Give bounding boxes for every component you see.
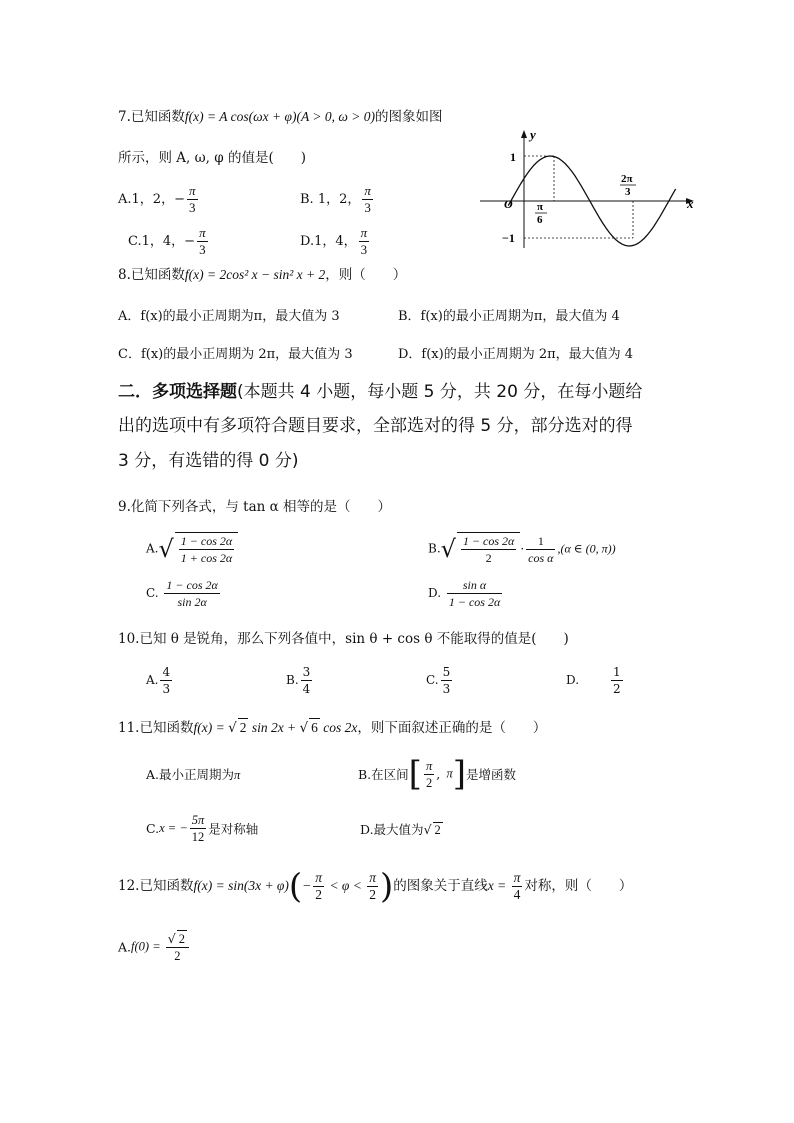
- q8-stem: [118, 266, 406, 284]
- q12-line-x: x =: [487, 878, 510, 893]
- q9-b-sqrt: [457, 532, 520, 566]
- q11-c-den: 12: [191, 830, 205, 844]
- q7-option-a[interactable]: [118, 183, 200, 216]
- q10-option-a[interactable]: [146, 664, 174, 697]
- q10-a-num: 4: [162, 665, 171, 679]
- q9-c-num: 1 − cos 2α: [166, 578, 218, 592]
- q9-option-b[interactable]: [428, 532, 616, 566]
- q7-number: 7.: [118, 109, 131, 125]
- x-tick-pi6-num: π: [537, 201, 544, 213]
- q10-a-label: A.: [146, 673, 159, 687]
- section2-rest: (本题共 4 小题，每小题 5 分，共 20 分，在每小题给: [237, 382, 643, 402]
- q7-option-a-label: A.1，2，: [118, 192, 175, 207]
- q11-c-post: 是对称轴: [208, 821, 259, 837]
- q11-b-pre: B.在区间: [358, 767, 409, 782]
- q11-a-pi: π: [234, 768, 241, 782]
- q9-a-radical: √: [158, 535, 174, 563]
- q10-a-den: 3: [162, 682, 171, 696]
- q11-formula-tail: cos 2x: [319, 720, 358, 735]
- q7-a-neg: −: [174, 192, 185, 207]
- q11-b-den: 2: [425, 775, 433, 790]
- q10-c-frac: [441, 664, 453, 697]
- q11-a-text: A.最小正周期为: [146, 767, 235, 782]
- q9-b-radical: √: [440, 535, 456, 563]
- q7-c-frac: [197, 225, 208, 258]
- q11-d-sqrt: 2: [434, 823, 441, 837]
- q9-b-den2: cos α: [528, 550, 554, 565]
- q11-formula-mid: sin 2x +: [248, 720, 300, 735]
- section2-line2: 出的选项中有多项符合题目要求，全部选对的得 5 分，部分选对的得: [118, 416, 633, 436]
- q7-pre: 已知函数: [130, 109, 185, 125]
- q12-pre: 12.已知函数: [118, 878, 194, 894]
- q12-frac-1: [313, 870, 324, 903]
- q12-a-num: 2: [178, 932, 185, 946]
- q10-d-num: 1: [613, 665, 621, 679]
- q10-a-frac: [160, 664, 172, 697]
- q11-post: ，则下面叙述正确的是（ ）: [357, 720, 547, 736]
- q7-option-c-label: C.1，4，: [128, 234, 185, 249]
- q12-post2: 对称，则（ ）: [524, 878, 633, 894]
- q11-formula-a: f(x) =: [193, 720, 229, 735]
- q11-option-a[interactable]: [146, 765, 240, 783]
- x-tick-pi6-den: 6: [537, 214, 543, 226]
- x-tick-2pi3-den: 3: [625, 186, 631, 198]
- q9-option-a[interactable]: [146, 532, 238, 566]
- q10-b-frac: [301, 664, 313, 697]
- y-axis-label: y: [530, 127, 536, 142]
- q11-sqrt6: 6: [311, 720, 318, 735]
- q9-b-dot: ·: [520, 542, 525, 556]
- q10-b-num: 3: [302, 665, 311, 679]
- q7-b-frac: [362, 183, 373, 216]
- q12-lt: < φ <: [326, 878, 366, 893]
- q11-d-text: D.最大值为: [360, 822, 424, 837]
- section2-line1: [118, 374, 642, 410]
- y-tick-1: 1: [510, 150, 516, 164]
- q11-c-frac: [190, 812, 207, 845]
- q9-a-num: 1 − cos 2α: [180, 534, 233, 548]
- q9-b-frac1: [461, 533, 516, 566]
- q9-b-cond: ,(α ∈ (0, π)): [557, 541, 616, 556]
- q12-f3-num: π: [513, 870, 521, 885]
- q7-b-den: 3: [364, 200, 371, 215]
- q12-f2-den: 2: [369, 887, 377, 902]
- q12-frac-3: [512, 870, 523, 903]
- x-axis-label: x: [687, 196, 694, 211]
- q12-neg: −: [302, 878, 312, 893]
- q9-b-den: 2: [485, 551, 492, 565]
- q7-a-den: 3: [188, 200, 196, 215]
- q9-c-label: C.: [146, 586, 159, 600]
- q11-b-frac: [424, 758, 434, 791]
- q11-stem: [118, 718, 546, 737]
- q12-rparen: ): [380, 866, 394, 907]
- q10-option-b[interactable]: [286, 664, 314, 697]
- q7-formula: f(x) = A cos(ωx + φ)(A > 0, ω > 0): [184, 109, 375, 124]
- q10-d-den: 2: [613, 682, 621, 696]
- q7-d-den: 3: [360, 242, 368, 257]
- q8-post: ，则（ ）: [325, 267, 407, 283]
- q8-formula: f(x) = 2cos² x − sin² x + 2: [184, 267, 326, 282]
- q7-option-d[interactable]: [300, 225, 371, 258]
- q7-cosine-graph: [478, 126, 700, 250]
- q9-a-sqrt: [175, 532, 238, 566]
- q10-b-den: 4: [302, 682, 311, 696]
- q12-a-den: 2: [174, 949, 181, 963]
- q7-c-neg: −: [184, 234, 196, 249]
- q11-radical-2: √: [228, 720, 237, 736]
- q9-a-den: 1 + cos 2α: [180, 551, 233, 565]
- q10-d-frac: [611, 664, 623, 697]
- q12-lparen: (: [288, 866, 303, 907]
- q7-c-num: π: [199, 225, 206, 240]
- q10-b-label: B.: [286, 673, 299, 687]
- q11-radical-6: √: [299, 720, 309, 736]
- q9-b-label: B.: [428, 541, 441, 556]
- q9-a-frac: [179, 533, 234, 566]
- q8-number: 8.: [118, 267, 131, 283]
- q11-option-d[interactable]: [360, 820, 443, 838]
- q7-a-frac: [187, 183, 198, 216]
- q10-c-label: C.: [426, 673, 439, 687]
- q12-a-frac: [166, 930, 189, 964]
- q7-option-b-label: B. 1，2，: [300, 192, 361, 207]
- origin-label: O: [504, 197, 513, 211]
- q11-b-pi: π: [446, 766, 453, 781]
- q12-option-a[interactable]: [118, 930, 191, 964]
- q9-d-den: 1 − cos 2α: [448, 595, 501, 609]
- q11-c-num: 5π: [191, 813, 205, 827]
- q9-d-frac: [447, 577, 502, 610]
- q11-b-post: 是增函数: [465, 767, 516, 782]
- q12-f1-den: 2: [315, 887, 323, 902]
- y-tick-neg1: −1: [502, 231, 515, 245]
- q8-option-a[interactable]: A．f(x)的最小正周期为π，最大值为 3: [118, 309, 340, 324]
- q7-stem: [118, 108, 442, 126]
- q12-formula: f(x) = sin(3x + φ): [193, 878, 289, 893]
- y-axis-arrow: [521, 130, 527, 138]
- q8-option-b[interactable]: B．f(x)的最小正周期为π，最大值为 4: [398, 309, 620, 324]
- q7-option-b[interactable]: [300, 183, 375, 216]
- q10-c-num: 5: [442, 665, 451, 679]
- q11-pre: 11.已知函数: [118, 720, 194, 736]
- q11-b-rbracket: ]: [452, 754, 466, 794]
- q10-c-den: 3: [442, 682, 451, 696]
- q10-stem: 10.已知 θ 是锐角，那么下列各值中，sin θ + cos θ 不能取得的值是( ): [118, 631, 569, 647]
- q9-d-label: D.: [428, 586, 442, 600]
- q9-a-label: A.: [146, 541, 159, 556]
- q12-a-radical: √: [167, 931, 176, 946]
- q12-a-label: A.: [118, 939, 132, 955]
- q8-option-c[interactable]: C．f(x)的最小正周期为 2π，最大值为 3: [118, 347, 353, 362]
- q8-pre: 已知函数: [130, 267, 185, 283]
- q10-option-d[interactable]: [566, 664, 625, 697]
- q10-option-c[interactable]: [426, 664, 454, 697]
- q10-d-label: D.: [566, 673, 580, 687]
- q11-c-x: x = −: [159, 821, 188, 835]
- q7-c-den: 3: [199, 242, 206, 257]
- q9-option-c[interactable]: [146, 577, 222, 610]
- q12-f2-num: π: [369, 870, 377, 885]
- q12-stem: [118, 866, 632, 906]
- q12-f3-den: 4: [513, 887, 521, 902]
- q11-sqrt2: 2: [239, 720, 247, 735]
- q7-d-num: π: [360, 225, 368, 240]
- q7-post: 的图象如图: [374, 109, 443, 125]
- q9-c-den: sin 2α: [177, 595, 207, 609]
- q9-c-frac: [164, 577, 219, 610]
- q9-b-frac2: [526, 533, 555, 566]
- q7-a-num: π: [188, 183, 196, 198]
- q11-b-num: π: [425, 758, 433, 773]
- q7-option-d-label: D.1，4，: [300, 234, 357, 249]
- q11-b-lbracket: [: [408, 754, 422, 794]
- q9-option-d[interactable]: [428, 577, 504, 610]
- q7-b-num: π: [364, 183, 371, 198]
- section2-title: 二．多项选择题: [118, 382, 237, 402]
- q7-stem-line2: 所示，则 A, ω, φ 的值是( ): [118, 150, 306, 166]
- q12-post1: 的图象关于直线: [393, 878, 488, 894]
- q9-stem: 9.化简下列各式，与 tan α 相等的是（ ）: [118, 499, 392, 515]
- section2-line3: 3 分，有选错的得 0 分): [118, 451, 299, 471]
- q11-option-c[interactable]: [146, 812, 258, 845]
- q12-f1-num: π: [315, 870, 323, 885]
- q11-c-pre: C.: [146, 821, 160, 836]
- q11-d-radical: √: [423, 822, 432, 837]
- q8-option-d[interactable]: D．f(x)的最小正周期为 2π，最大值为 4: [398, 347, 634, 362]
- x-tick-2pi3-num: 2π: [621, 173, 633, 185]
- q9-b-num: 1 − cos 2α: [462, 534, 515, 548]
- q9-b-num2: 1: [526, 533, 555, 550]
- q7-d-frac: [359, 225, 370, 258]
- q9-d-num: sin α: [447, 577, 502, 594]
- q12-a-f: f(0) =: [131, 939, 164, 954]
- q11-option-b[interactable]: B.在区间[ $\frac{\pi}{2}$ , π]是增函数: [358, 754, 516, 794]
- q12-frac-2: [367, 870, 378, 903]
- q7-option-c[interactable]: [128, 225, 210, 258]
